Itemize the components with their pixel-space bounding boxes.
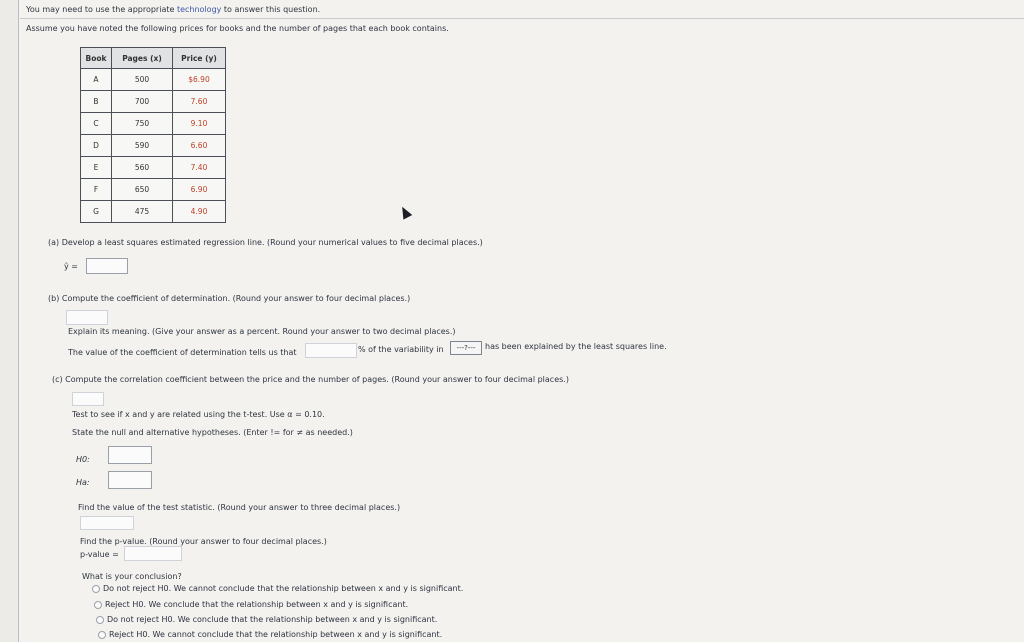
h0-label: H0: [76,455,90,464]
column-header-pages: Pages (x) [112,48,173,69]
book-cell: D [81,135,112,157]
technology-link[interactable]: technology [176,5,222,14]
book-cell: G [81,201,112,223]
column-header-price: Price (y) [173,48,226,69]
column-header-book: Book [81,48,112,69]
table-row [81,91,226,113]
p-value-prompt: Find the p-value. (Round your answer to four decimal places.) [80,537,327,546]
instruction-line-1 [26,5,320,15]
part-a-prompt: (a) Develop a least squares estimated regression line. (Round your numerical values to five decimal places.) [48,238,483,247]
pages-cell: 560 [112,157,173,179]
instruction-text: You may need to use the appropriate [26,5,177,14]
price-cell: 9.10 [173,113,226,135]
pages-cell: 750 [112,113,173,135]
left-border [18,0,19,642]
part-b-prompt: (b) Compute the coefficient of determination. (Round your answer to four decimal places.) [48,294,411,303]
radio-icon[interactable] [96,616,104,624]
table-row [81,157,226,179]
explain-line-prefix: The value of the coefficient of determination tells us that [68,348,297,357]
conclusion-option-2[interactable] [94,600,408,610]
hypotheses-prompt: State the null and alternative hypotheses. (Enter != for ≠ as needed.) [72,428,353,437]
ha-input[interactable] [108,471,152,489]
conclusion-prompt: What is your conclusion? [82,572,182,581]
instruction-text-suffix: to answer this question. [221,5,321,14]
radio-icon[interactable] [98,631,106,639]
book-price-table [80,47,226,223]
regression-line-input[interactable] [86,258,128,274]
explain-line-mid: % of the variability in [358,345,444,354]
conclusion-option-3[interactable] [96,615,437,625]
part-c-prompt: (c) Compute the correlation coefficient between the price and the number of pages. (Round your answer to four decimal places.) [52,375,569,384]
variable-select-value: ---?--- [456,344,476,352]
table-row [81,69,226,91]
price-cell: $6.90 [173,69,226,91]
price-cell: 7.60 [173,91,226,113]
percent-input[interactable] [305,343,357,358]
table-header-row [81,48,226,69]
conclusion-option-text: Do not reject H0. We conclude that the relationship between x and y is significant. [107,615,438,624]
conclusion-option-text: Do not reject H0. We cannot conclude that the relationship between x and y is significant. [103,584,464,593]
yhat-label: ŷ = [64,262,78,271]
test-statistic-input[interactable] [80,516,134,530]
conclusion-option-4[interactable] [98,630,442,640]
conclusion-option-1[interactable] [92,584,463,594]
test-statistic-prompt: Find the value of the test statistic. (Round your answer to three decimal places.) [78,503,401,512]
book-cell: C [81,113,112,135]
t-test-prompt: Test to see if x and y are related using the t-test. Use α = 0.10. [72,410,325,419]
table-row [81,179,226,201]
header-divider [20,18,1024,19]
explain-line-suffix: has been explained by the least squares line. [485,342,667,351]
pages-cell: 475 [112,201,173,223]
coefficient-determination-input[interactable] [66,310,108,325]
conclusion-option-text: Reject H0. We conclude that the relationship between x and y is significant. [105,600,409,609]
conclusion-option-text: Reject H0. We cannot conclude that the relationship between x and y is significant. [109,630,443,639]
variable-select[interactable] [450,341,482,355]
book-cell: B [81,91,112,113]
explain-prompt: Explain its meaning. (Give your answer as a percent. Round your answer to two decimal places.) [68,327,456,336]
radio-icon[interactable] [94,601,102,609]
price-cell: 6.90 [173,179,226,201]
ha-label: Ha: [76,478,90,487]
price-cell: 6.60 [173,135,226,157]
correlation-input[interactable] [72,392,104,406]
pages-cell: 500 [112,69,173,91]
instruction-line-2: Assume you have noted the following prices for books and the number of pages that each book contains. [26,24,449,33]
h0-input[interactable] [108,446,152,464]
table-row [81,113,226,135]
book-cell: F [81,179,112,201]
table-row [81,135,226,157]
pages-cell: 700 [112,91,173,113]
p-value-label: p-value = [80,550,119,559]
book-cell: A [81,69,112,91]
price-cell: 7.40 [173,157,226,179]
book-cell: E [81,157,112,179]
radio-icon[interactable] [92,585,100,593]
pages-cell: 650 [112,179,173,201]
price-cell: 4.90 [173,201,226,223]
p-value-input[interactable] [124,546,182,561]
table-row [81,201,226,223]
pages-cell: 590 [112,135,173,157]
